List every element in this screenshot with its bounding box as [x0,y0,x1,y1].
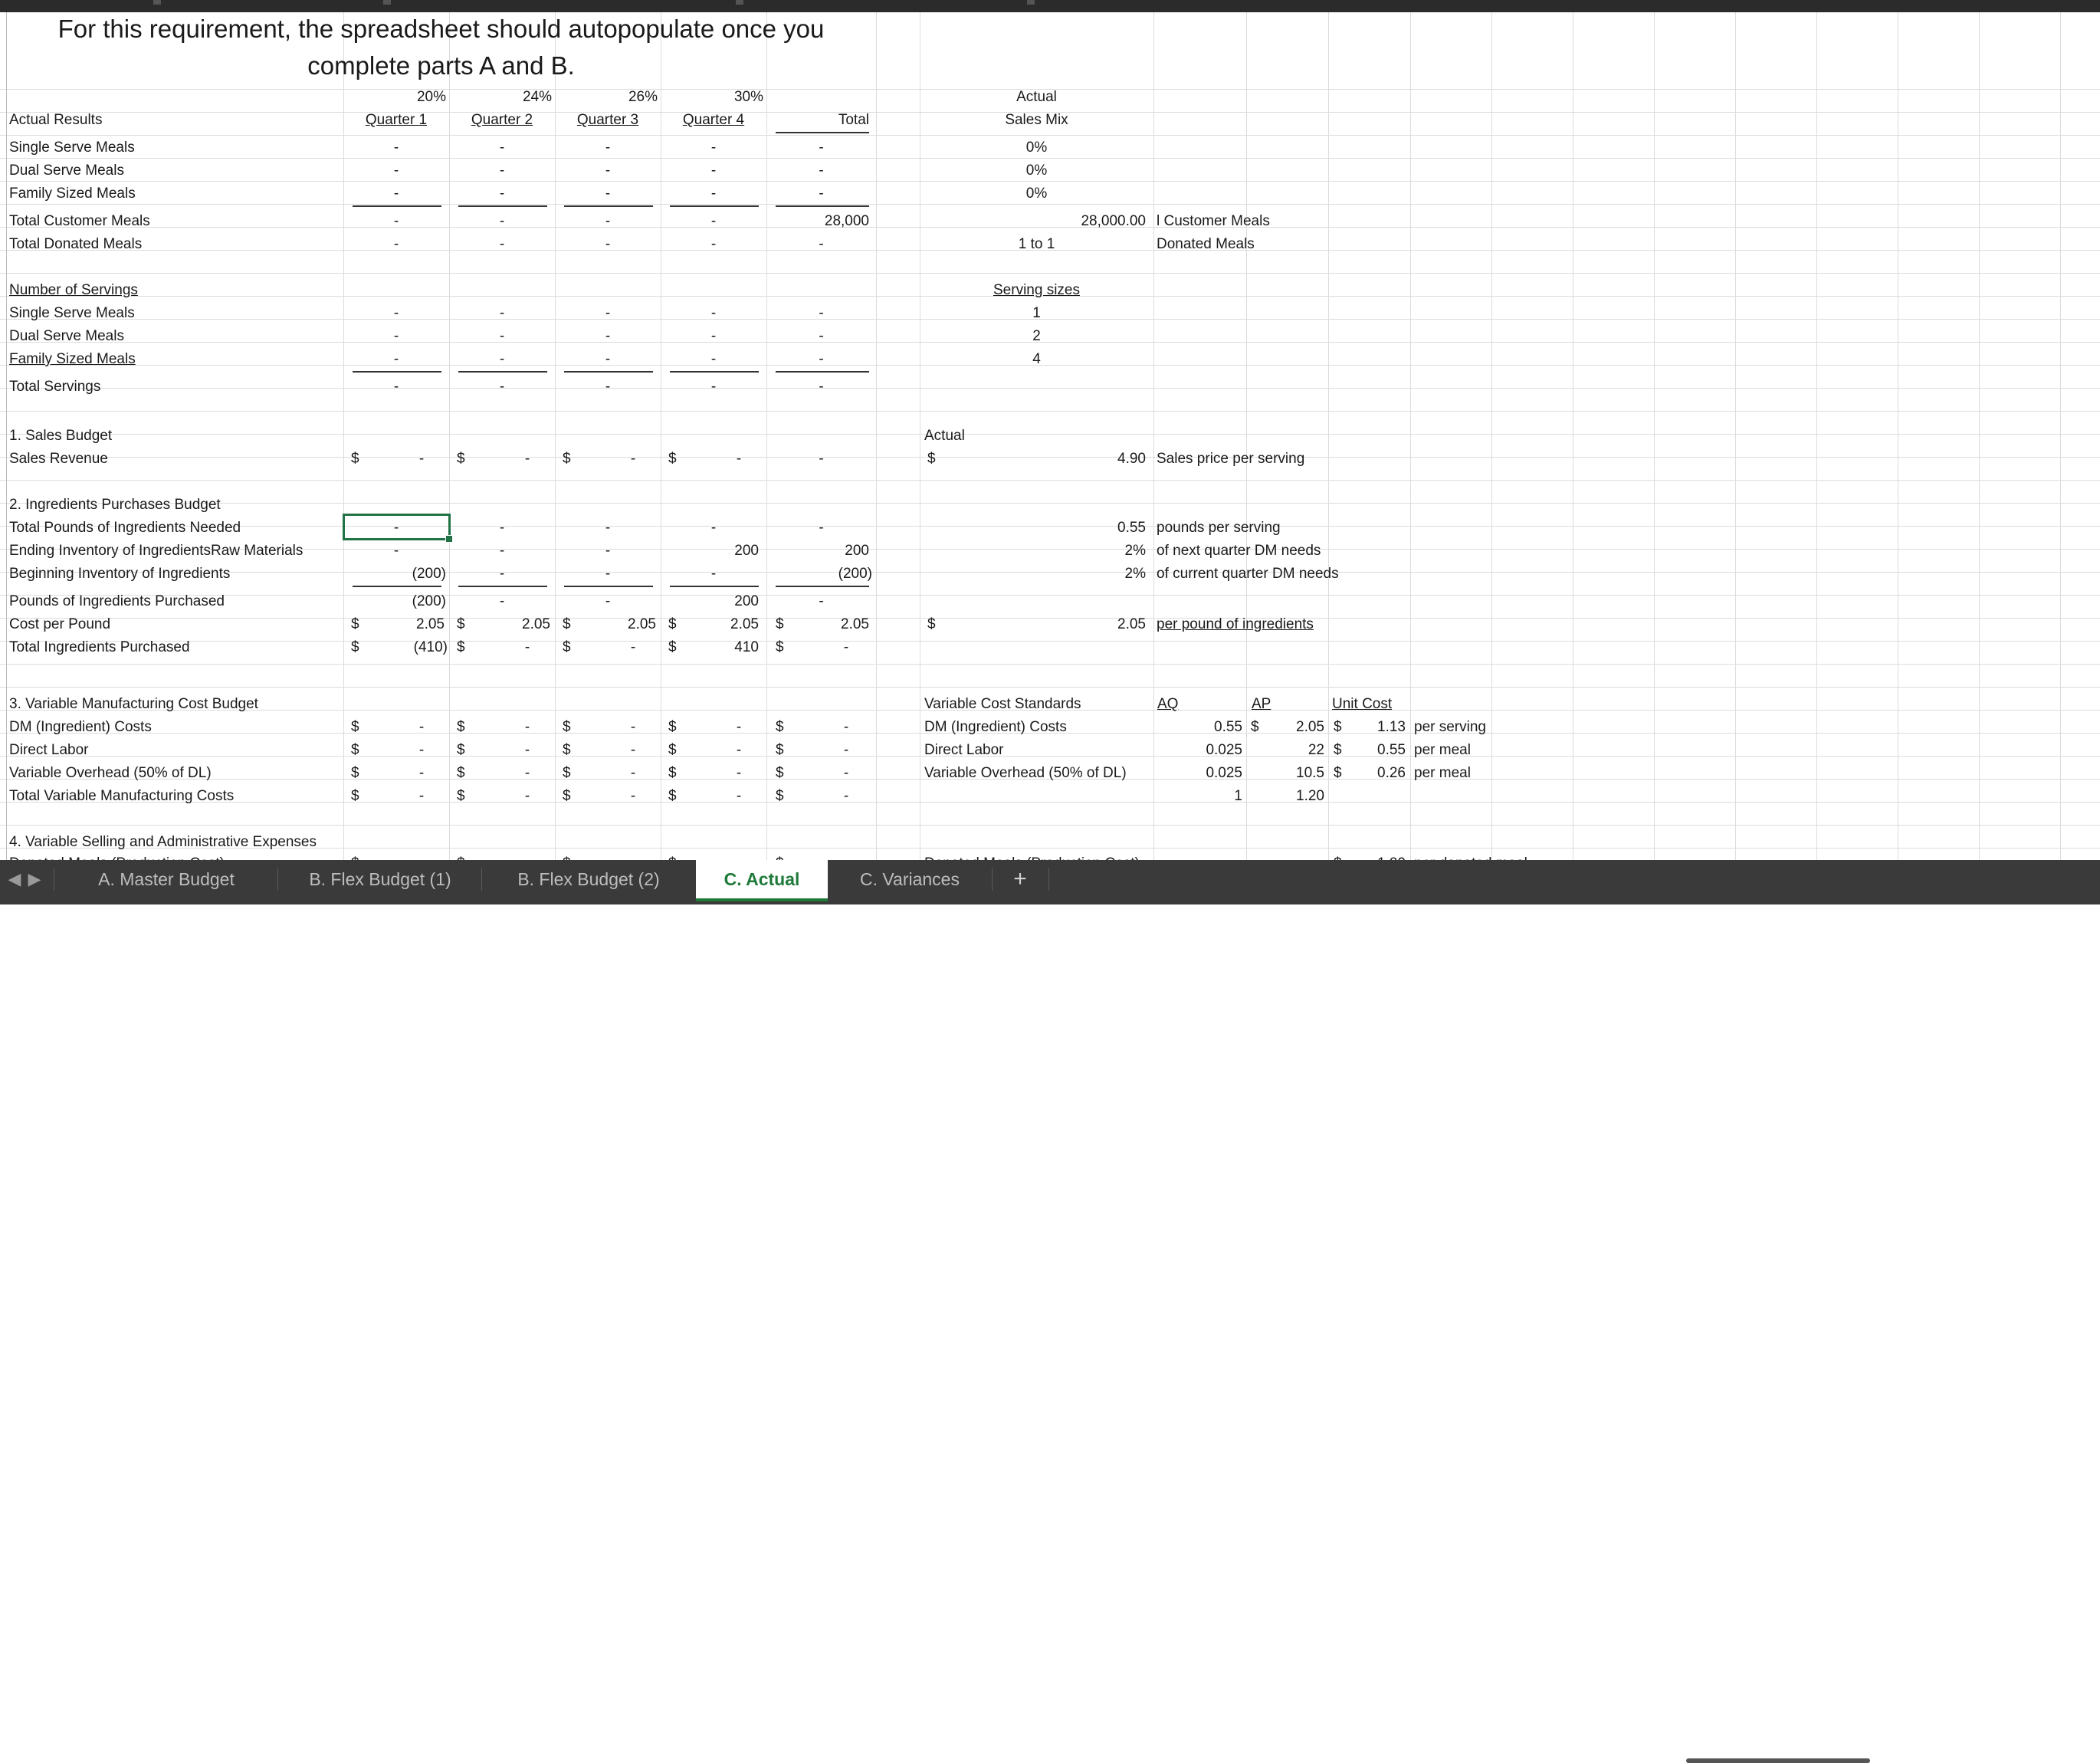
row-label-pounds-purchased: Pounds of Ingredients Purchased [9,593,225,609]
row-label-sales-revenue: Sales Revenue [9,451,108,467]
currency-symbol: $ [776,719,784,735]
sum-underline [353,586,441,587]
horizontal-scrollbar[interactable] [1686,1758,1870,1763]
std-label-vo: Variable Overhead (50% of DL) [924,765,1127,781]
tab-variances[interactable]: C. Variances [860,869,960,889]
cell-total-var-q2[interactable]: - [524,788,530,804]
cell-dual-q2[interactable]: - [499,163,505,179]
row-label-var-overhead: Variable Overhead (50% of DL) [9,765,212,781]
currency-symbol: $ [457,742,465,758]
cell-total-var-total[interactable]: - [843,788,849,804]
sum-underline [776,371,869,373]
cell-servings-dual-total[interactable]: - [819,328,824,344]
cell-beginning-inv-q4[interactable]: - [710,566,717,582]
total-customer-label: l Customer Meals [1157,213,1270,229]
serving-size-single[interactable]: 1 [1032,305,1041,321]
std-dl-unit-cost[interactable]: 0.55 [1377,742,1406,758]
sum-underline [353,205,441,207]
column-header-marker [153,0,161,5]
cell-single-q3[interactable]: - [605,140,611,156]
mix-single[interactable]: 0% [1025,140,1048,156]
spreadsheet-grid[interactable] [0,12,2100,860]
donated-label: Donated Meals [1157,236,1255,252]
cell-single-total[interactable]: - [819,140,824,156]
cell-dual-q4[interactable]: - [710,163,717,179]
cost-per-pound-value[interactable]: 2.05 [1117,616,1146,632]
actual-results-header: Actual Results [9,112,103,128]
cell-ending-inv-total[interactable]: 200 [845,543,869,559]
cell-total-customer-q4[interactable]: - [710,213,717,229]
cell-servings-family-q1[interactable]: - [393,351,399,367]
sum-underline [564,586,653,587]
cell-ending-inv-q4[interactable]: 200 [734,543,759,559]
row-label-beginning-inventory: Beginning Inventory of Ingredients [9,566,231,582]
currency-symbol: $ [351,639,359,655]
cell-ending-inv-q1[interactable]: - [393,543,399,559]
ingredients-budget-header: 2. Ingredients Purchases Budget [9,497,221,513]
row-label-total-servings: Total Servings [9,379,101,395]
cell-dual-q3[interactable]: - [605,163,611,179]
cell-total-pounds-q3[interactable]: - [605,520,611,536]
cell-servings-family-q2[interactable]: - [499,351,505,367]
std-dm-unit: per serving [1414,719,1486,735]
tab-divider [481,868,482,891]
currency-symbol: $ [351,742,359,758]
cell-single-q4[interactable]: - [710,140,717,156]
currency-symbol: $ [668,788,677,804]
add-sheet-button[interactable]: + [1013,866,1027,891]
row-label-servings-single: Single Serve Meals [9,305,135,321]
cell-pounds-purchased-q2[interactable]: - [499,593,505,609]
cell-total-var-q4[interactable]: - [736,788,742,804]
cell-dl-q2[interactable]: - [524,742,530,758]
std-label-dl: Direct Labor [924,742,1004,758]
cell-dual-q1[interactable]: - [393,163,399,179]
actual-header: Actual [1016,89,1057,105]
column-header-marker [1027,0,1035,5]
cell-pounds-purchased-total[interactable]: - [819,593,824,609]
cell-family-q1[interactable]: - [393,185,399,202]
currency-symbol: $ [668,639,677,655]
cell-vo-q1[interactable]: - [418,765,425,781]
std-vo-aq[interactable]: 0.025 [1206,765,1242,781]
row-label-total-var-mfg: Total Variable Manufacturing Costs [9,788,235,804]
cell-total-var-q1[interactable]: - [418,788,425,804]
currency-symbol: $ [776,639,784,655]
currency-symbol: $ [776,616,784,632]
cell-servings-family-q4[interactable]: - [710,351,717,367]
currency-symbol: $ [457,451,465,467]
currency-symbol: $ [668,719,677,735]
cell-family-total[interactable]: - [819,185,824,202]
cell-total-var-q3[interactable]: - [630,788,636,804]
cell-total-donated-q3[interactable]: - [605,236,611,252]
row-label-servings-dual: Dual Serve Meals [9,328,124,344]
pounds-per-serving-value[interactable]: 0.55 [1117,520,1146,536]
cell-single-q1[interactable]: - [393,140,399,156]
scroll-tabs-left-icon[interactable]: ◀ [8,869,21,888]
mix-dual[interactable]: 0% [1025,163,1048,179]
serving-size-family[interactable]: 4 [1032,351,1041,367]
cell-total-donated-q1[interactable]: - [393,236,399,252]
next-quarter-pct[interactable]: 2% [1124,543,1146,559]
ap-header: AP [1252,696,1271,712]
sales-actual-label: Actual [924,428,965,444]
sum-underline [458,586,547,587]
cell-dm-q1[interactable]: - [418,719,425,735]
cell-total-donated-q4[interactable]: - [710,236,717,252]
cell-dm-total[interactable]: - [843,719,849,735]
currency-symbol: $ [1334,765,1342,781]
sum-underline [353,371,441,373]
cell-dl-q3[interactable]: - [630,742,636,758]
cell-servings-dual-q1[interactable]: - [393,328,399,344]
cell-total-pounds-total[interactable]: - [819,520,824,536]
cell-cost-per-pound-total[interactable]: 2.05 [841,616,869,632]
column-header-marker [736,0,743,5]
pct-q1: 20% [416,89,446,105]
currency-symbol: $ [563,639,571,655]
row-label-family: Family Sized Meals [9,185,136,202]
currency-symbol: $ [563,765,571,781]
pct-q2: 24% [522,89,552,105]
currency-symbol: $ [668,451,677,467]
cell-family-q4[interactable]: - [710,185,717,202]
row-label-servings-family: Family Sized Meals [9,351,136,367]
cell-vo-q3[interactable]: - [630,765,636,781]
cell-family-q2[interactable]: - [499,185,505,202]
var-sga-header: 4. Variable Selling and Administrative Expenses [9,834,317,850]
row-label-ending-inventory: Ending Inventory of IngredientsRaw Materials [9,543,304,559]
cell-dl-q4[interactable]: - [736,742,742,758]
currency-symbol: $ [351,616,359,632]
column-header-bar [0,0,2100,12]
cell-ending-inv-q3[interactable]: - [605,543,611,559]
pct-q4: 30% [733,89,763,105]
fill-handle[interactable] [445,535,453,543]
cell-beginning-inv-q1[interactable]: (200) [412,566,446,582]
cell-pounds-purchased-q4[interactable]: 200 [734,593,759,609]
currency-symbol: $ [457,765,465,781]
currency-symbol: $ [351,451,359,467]
tab-master-budget[interactable]: A. Master Budget [98,869,235,889]
cell-total-servings-q1[interactable]: - [393,379,399,395]
row-label-cost-per-pound: Cost per Pound [9,616,111,632]
cell-servings-dual-q3[interactable]: - [605,328,611,344]
cell-beginning-inv-q2[interactable]: - [499,566,505,582]
row-label-total-donated: Total Donated Meals [9,236,143,252]
num-servings-header: Number of Servings [9,282,138,298]
currency-symbol: $ [776,788,784,804]
current-quarter-pct[interactable]: 2% [1124,566,1146,582]
cell-pounds-purchased-q3[interactable]: - [605,593,611,609]
row-label-dual: Dual Serve Meals [9,163,124,179]
cell-servings-dual-q4[interactable]: - [710,328,717,344]
serving-sizes-header: Serving sizes [993,282,1080,298]
sum-underline [670,205,759,207]
cell-dm-q4[interactable]: - [736,719,742,735]
cell-sales-revenue-q4[interactable]: - [736,451,742,467]
sheet-title-line-1: For this requirement, the spreadsheet should autopopulate once you [57,15,825,43]
cell-cost-per-pound-q3[interactable]: 2.05 [628,616,656,632]
total-header-underline [776,132,869,133]
total-header: Total [838,112,869,128]
cell-total-ingredients-total[interactable]: - [843,639,849,655]
sum-underline [670,371,759,373]
currency-symbol: $ [776,742,784,758]
currency-symbol: $ [457,639,465,655]
currency-symbol: $ [927,616,936,632]
tab-actual[interactable]: C. Actual [696,860,828,901]
next-quarter-label: of next quarter DM needs [1157,543,1321,559]
quarter-1-header: Quarter 1 [365,112,428,128]
cell-servings-dual-q2[interactable]: - [499,328,505,344]
cell-cost-per-pound-q2[interactable]: 2.05 [522,616,550,632]
std-dl-ap[interactable]: 22 [1308,742,1324,758]
total-customer-value[interactable]: 28,000.00 [1081,213,1146,229]
donated-ratio[interactable]: 1 to 1 [1018,236,1055,252]
cell-total-donated-total[interactable]: - [819,236,824,252]
cell-dl-q1[interactable]: - [418,742,425,758]
cell-sales-revenue-total[interactable]: - [819,451,824,467]
cell-dm-q3[interactable]: - [630,719,636,735]
sum-underline [564,205,653,207]
currency-symbol: $ [927,451,936,467]
cell-beginning-inv-total[interactable]: (200) [838,566,872,582]
currency-symbol: $ [351,765,359,781]
sheet-tab-bar [0,860,2100,904]
cell-total-servings-q2[interactable]: - [499,379,505,395]
pct-q3: 26% [628,89,658,105]
std-vo-ap[interactable]: 10.5 [1296,765,1324,781]
cell-total-pounds-q1[interactable]: - [393,520,399,536]
cell-total-ingredients-q3[interactable]: - [630,639,636,655]
currency-symbol: $ [1334,719,1342,735]
cell-dual-total[interactable]: - [819,163,824,179]
std-dm-unit-cost[interactable]: 1.13 [1377,719,1406,735]
cell-total-customer-q2[interactable]: - [499,213,505,229]
std-dm-ap[interactable]: 2.05 [1296,719,1324,735]
quarter-4-header: Quarter 4 [682,112,745,128]
cell-ending-inv-q2[interactable]: - [499,543,505,559]
cell-cost-per-pound-q1[interactable]: 2.05 [416,616,445,632]
cell-sales-revenue-q1[interactable]: - [418,451,425,467]
sales-mix-header: Sales Mix [1005,112,1068,128]
cell-servings-single-q2[interactable]: - [499,305,505,321]
cell-vo-total[interactable]: - [843,765,849,781]
unit-cost-header: Unit Cost [1332,696,1393,712]
cell-total-pounds-q4[interactable]: - [710,520,717,536]
cell-servings-single-q1[interactable]: - [393,305,399,321]
currency-symbol: $ [563,616,571,632]
cell-servings-single-q4[interactable]: - [710,305,717,321]
row-label-total-ingredients: Total Ingredients Purchased [9,639,190,655]
cell-total-customer-q3[interactable]: - [605,213,611,229]
cell-total-ingredients-q1[interactable]: (410) [413,639,448,655]
var-cost-standards-header: Variable Cost Standards [924,696,1081,712]
sum-underline [458,371,547,373]
sales-price-value[interactable]: 4.90 [1117,451,1146,467]
currency-symbol: $ [563,788,571,804]
sheet-title-line-2: complete parts A and B. [307,51,575,80]
currency-symbol: $ [1251,719,1259,735]
cell-servings-family-q3[interactable]: - [605,351,611,367]
sum-underline [670,586,759,587]
cell-total-pounds-q2[interactable]: - [499,520,505,536]
cell-total-ingredients-q2[interactable]: - [524,639,530,655]
cell-total-customer-q1[interactable]: - [393,213,399,229]
std-vo-unit-cost[interactable]: 0.26 [1377,765,1406,781]
currency-symbol: $ [351,719,359,735]
cell-total-servings-total[interactable]: - [819,379,824,395]
std-vo-unit: per meal [1414,765,1471,781]
cell-total-servings-q3[interactable]: - [605,379,611,395]
cell-total-customer-total[interactable]: 28,000 [824,213,869,229]
tab-flex-budget-2[interactable]: B. Flex Budget (2) [517,869,660,889]
cell-pounds-purchased-q1[interactable]: (200) [412,593,446,609]
std-label-dm: DM (Ingredient) Costs [924,719,1067,735]
cell-dm-q2[interactable]: - [524,719,530,735]
serving-size-dual[interactable]: 2 [1032,328,1041,344]
sum-underline [564,371,653,373]
std-dl-unit: per meal [1414,742,1471,758]
quarter-3-header: Quarter 3 [576,112,639,128]
tab-divider [992,868,993,891]
row-label-total-pounds: Total Pounds of Ingredients Needed [9,520,241,536]
sales-price-label: Sales price per serving [1157,451,1305,467]
cell-family-q3[interactable]: - [605,185,611,202]
tab-flex-budget-1[interactable]: B. Flex Budget (1) [309,869,451,889]
cell-servings-single-q3[interactable]: - [605,305,611,321]
cell-cost-per-pound-q4[interactable]: 2.05 [730,616,759,632]
currency-symbol: $ [457,616,465,632]
sum-underline [776,205,869,207]
currency-symbol: $ [776,765,784,781]
selected-cell-outline[interactable] [343,514,451,540]
currency-symbol: $ [563,719,571,735]
std-total-aq[interactable]: 1 [1234,788,1242,804]
currency-symbol: $ [668,742,677,758]
row-label-dm-costs: DM (Ingredient) Costs [9,719,152,735]
currency-symbol: $ [563,451,571,467]
cell-beginning-inv-q3[interactable]: - [605,566,611,582]
cell-total-ingredients-q4[interactable]: 410 [734,639,759,655]
aq-header: AQ [1157,696,1179,712]
row-label-single: Single Serve Meals [9,140,135,156]
cell-total-servings-q4[interactable]: - [710,379,717,395]
currency-symbol: $ [457,788,465,804]
current-quarter-label: of current quarter DM needs [1157,566,1339,582]
cell-total-donated-q2[interactable]: - [499,236,505,252]
cell-servings-single-total[interactable]: - [819,305,824,321]
row-label-direct-labor: Direct Labor [9,742,89,758]
sum-underline [458,205,547,207]
column-header-marker [383,0,391,5]
std-total-ap[interactable]: 1.20 [1296,788,1324,804]
currency-symbol: $ [563,742,571,758]
row-label-total-customer: Total Customer Meals [9,213,150,229]
currency-symbol: $ [668,765,677,781]
pounds-per-serving-label: pounds per serving [1157,520,1281,536]
currency-symbol: $ [457,719,465,735]
std-dl-aq[interactable]: 0.025 [1206,742,1242,758]
currency-symbol: $ [1334,742,1342,758]
cell-vo-q4[interactable]: - [736,765,742,781]
cell-dl-total[interactable]: - [843,742,849,758]
tab-divider [277,868,278,891]
sum-underline [776,586,869,587]
std-dm-aq[interactable]: 0.55 [1214,719,1242,735]
quarter-2-header: Quarter 2 [471,112,533,128]
sales-budget-header: 1. Sales Budget [9,428,113,444]
cell-servings-family-total[interactable]: - [819,351,824,367]
mix-family[interactable]: 0% [1025,185,1048,202]
scroll-tabs-right-icon[interactable]: ▶ [28,869,41,888]
cell-sales-revenue-q3[interactable]: - [630,451,636,467]
cell-sales-revenue-q2[interactable]: - [524,451,530,467]
cell-vo-q2[interactable]: - [524,765,530,781]
cell-single-q2[interactable]: - [499,140,505,156]
tab-divider [1048,868,1049,891]
var-mfg-header: 3. Variable Manufacturing Cost Budget [9,696,258,712]
cost-per-pound-label: per pound of ingredients [1157,616,1314,632]
currency-symbol: $ [351,788,359,804]
currency-symbol: $ [668,616,677,632]
